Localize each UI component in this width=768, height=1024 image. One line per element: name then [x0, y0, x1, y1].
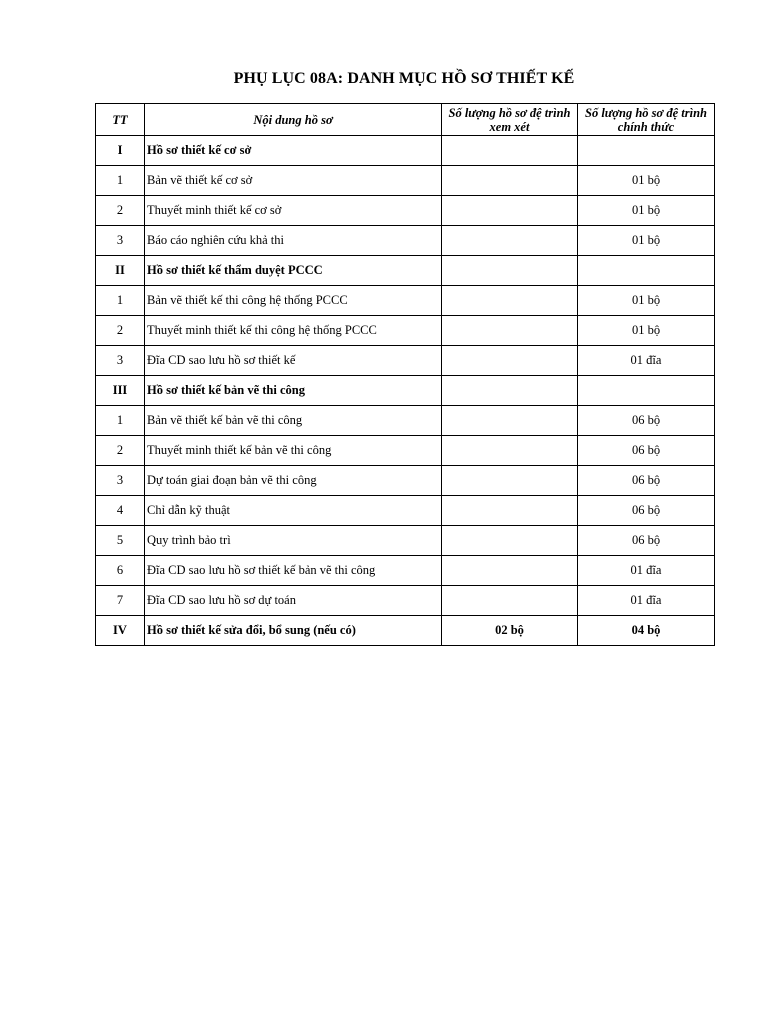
row-review-quantity — [442, 586, 578, 616]
row-content: Hồ sơ thiết kế sửa đổi, bổ sung (nếu có) — [145, 616, 442, 646]
row-number: III — [96, 376, 145, 406]
row-official-quantity: 06 bộ — [578, 526, 715, 556]
row-review-quantity: 02 bộ — [442, 616, 578, 646]
table-section-row — [96, 256, 715, 286]
document-title: PHỤ LỤC 08A: DANH MỤC HỒ SƠ THIẾT KẾ — [233, 70, 575, 87]
table-row — [96, 166, 715, 196]
row-content: Dự toán giai đoạn bản vẽ thi công — [145, 466, 442, 496]
row-number: 6 — [96, 556, 145, 586]
table-section-row — [96, 616, 715, 646]
row-content: Bản vẽ thiết kế cơ sở — [145, 166, 442, 196]
row-number: 4 — [96, 496, 145, 526]
row-official-quantity: 01 đĩa — [578, 586, 715, 616]
row-content: Đĩa CD sao lưu hồ sơ thiết kế — [145, 346, 442, 376]
row-official-quantity: 01 đĩa — [578, 556, 715, 586]
row-number: 3 — [96, 346, 145, 376]
row-official-quantity: 01 bộ — [578, 316, 715, 346]
row-number: 3 — [96, 466, 145, 496]
row-official-quantity: 04 bộ — [578, 616, 715, 646]
row-review-quantity — [442, 316, 578, 346]
row-review-quantity — [442, 496, 578, 526]
header-official-quantity: Số lượng hồ sơ đệ trình chính thức — [578, 104, 715, 136]
row-official-quantity: 06 bộ — [578, 496, 715, 526]
row-official-quantity: 01 bộ — [578, 196, 715, 226]
row-official-quantity: 06 bộ — [578, 406, 715, 436]
table-row — [96, 586, 715, 616]
table-row — [96, 466, 715, 496]
row-review-quantity — [442, 346, 578, 376]
row-review-quantity — [442, 226, 578, 256]
row-number: 7 — [96, 586, 145, 616]
row-content: Thuyết minh thiết kế thi công hệ thống PCCC — [145, 316, 442, 346]
table-row — [96, 556, 715, 586]
row-review-quantity — [442, 466, 578, 496]
row-official-quantity: 01 bộ — [578, 226, 715, 256]
row-content: Quy trình bảo trì — [145, 526, 442, 556]
row-review-quantity — [442, 166, 578, 196]
row-content: Báo cáo nghiên cứu khả thi — [145, 226, 442, 256]
table-row — [96, 436, 715, 466]
row-number: 2 — [96, 316, 145, 346]
header-content: Nội dung hồ sơ — [145, 104, 442, 136]
row-review-quantity — [442, 136, 578, 166]
row-number: 1 — [96, 166, 145, 196]
row-content: Đĩa CD sao lưu hồ sơ thiết kế bản vẽ thi công — [145, 556, 442, 586]
row-number: 2 — [96, 196, 145, 226]
row-content: Hồ sơ thiết kế cơ sở — [145, 136, 442, 166]
row-number: 3 — [96, 226, 145, 256]
row-official-quantity: 01 đĩa — [578, 346, 715, 376]
row-number: 5 — [96, 526, 145, 556]
row-number: I — [96, 136, 145, 166]
row-official-quantity: 06 bộ — [578, 466, 715, 496]
row-content: Bản vẽ thiết kế bản vẽ thi công — [145, 406, 442, 436]
table-row — [96, 526, 715, 556]
row-content: Thuyết minh thiết kế cơ sở — [145, 196, 442, 226]
row-official-quantity — [578, 256, 715, 286]
header-tt: TT — [96, 104, 145, 136]
table-row — [96, 316, 715, 346]
row-review-quantity — [442, 196, 578, 226]
row-content: Đĩa CD sao lưu hồ sơ dự toán — [145, 586, 442, 616]
row-number: II — [96, 256, 145, 286]
table-row — [96, 286, 715, 316]
row-number: 1 — [96, 406, 145, 436]
row-content: Chỉ dẫn kỹ thuật — [145, 496, 442, 526]
table-row — [96, 346, 715, 376]
row-content: Thuyết minh thiết kế bản vẽ thi công — [145, 436, 442, 466]
row-review-quantity — [442, 256, 578, 286]
row-review-quantity — [442, 556, 578, 586]
row-number: IV — [96, 616, 145, 646]
table-row — [96, 496, 715, 526]
table-row — [96, 196, 715, 226]
table-row — [96, 226, 715, 256]
row-review-quantity — [442, 406, 578, 436]
table-row — [96, 406, 715, 436]
row-review-quantity — [442, 436, 578, 466]
row-number: 2 — [96, 436, 145, 466]
row-number: 1 — [96, 286, 145, 316]
row-content: Bản vẽ thiết kế thi công hệ thống PCCC — [145, 286, 442, 316]
table-body — [96, 136, 715, 646]
row-content: Hồ sơ thiết kế thẩm duyệt PCCC — [145, 256, 442, 286]
row-official-quantity: 01 bộ — [578, 286, 715, 316]
row-official-quantity: 01 bộ — [578, 166, 715, 196]
table-section-row — [96, 136, 715, 166]
design-documents-table — [95, 103, 715, 646]
table-header-row — [96, 104, 715, 136]
row-content: Hồ sơ thiết kế bản vẽ thi công — [145, 376, 442, 406]
table-section-row — [96, 376, 715, 406]
row-official-quantity — [578, 376, 715, 406]
row-review-quantity — [442, 376, 578, 406]
row-review-quantity — [442, 526, 578, 556]
header-review-quantity: Số lượng hồ sơ đệ trình xem xét — [442, 104, 578, 136]
row-official-quantity: 06 bộ — [578, 436, 715, 466]
row-review-quantity — [442, 286, 578, 316]
row-official-quantity — [578, 136, 715, 166]
